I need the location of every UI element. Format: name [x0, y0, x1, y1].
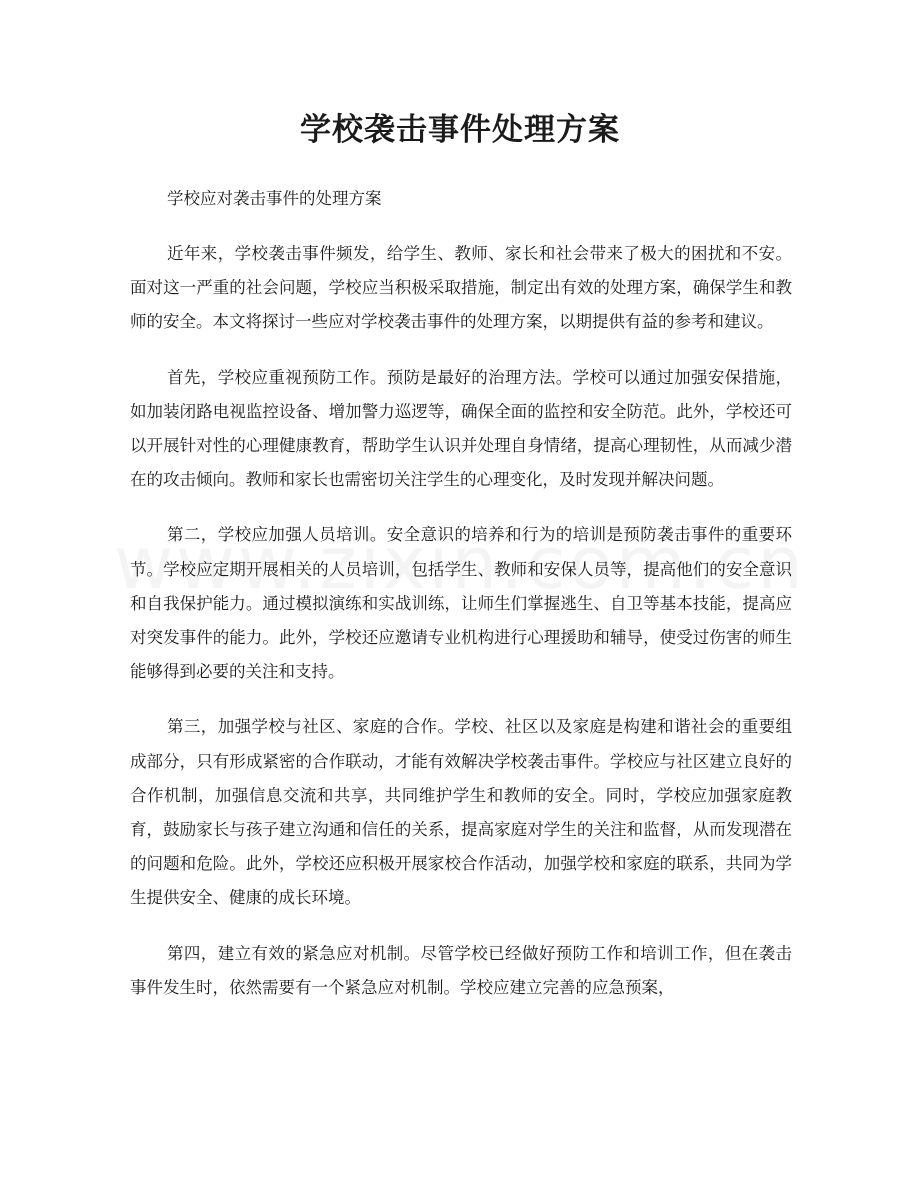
paragraph-training: 第二，学校应加强人员培训。安全意识的培养和行为的培训是预防袭击事件的重要环节。学校应定期开展相关的人员培训，包括学生、教师和安保人员等，提高他们的安全意识和自我保护能力。通过模拟演练和实战训练，让师生们掌握逃生、自卫等基本技能，提高应对突发事件的能力。此外，学校还应邀请专业机构进行心理援助和辅导，使受过伤害的师生能够得到必要的关注和支持。 — [130, 525, 792, 682]
document-title: 学校袭击事件处理方案 — [300, 112, 620, 148]
paragraph-prevention: 首先，学校应重视预防工作。预防是最好的治理方法。学校可以通过加强安保措施，如加装闭路电视监控设备、增加警力巡逻等，确保全面的监控和安全防范。此外，学校还可以开展针对性的心理健康教育，帮助学生认识并处理自身情绪，提高心理韧性，从而减少潜在的攻击倾向。教师和家长也需密切关注学生的心理变化，及时发现并解决问题。 — [130, 367, 792, 490]
paragraph-emergency: 第四，建立有效的紧急应对机制。尽管学校已经做好预防工作和培训工作，但在袭击事件发生时，依然需要有一个紧急应对机制。学校应建立完善的应急预案， — [130, 943, 792, 997]
document-subtitle: 学校应对袭击事件的处理方案 — [167, 189, 382, 208]
paragraph-cooperation: 第三，加强学校与社区、家庭的合作。学校、社区以及家庭是构建和谐社会的重要组成部分，只有形成紧密的合作联动，才能有效解决学校袭击事件。学校应与社区建立良好的合作机制，加强信息交流和共享，共同维护学生和教师的安全。同时，学校应加强家庭教育，鼓励家长与孩子建立沟通和信任的关系，提高家庭对学生的关注和监督，从而发现潜在的问题和危险。此外，学校还应积极开展家校合作活动，加强学校和家庭的联系，共同为学生提供安全、健康的成长环境。 — [130, 717, 792, 908]
paragraph-intro: 近年来，学校袭击事件频发，给学生、教师、家长和社会带来了极大的困扰和不安。面对这一严重的社会问题，学校应当积极采取措施，制定出有效的处理方案，确保学生和教师的安全。本文将探讨一些应对学校袭击事件的处理方案，以期提供有益的参考和建议。 — [130, 244, 792, 332]
document-body — [130, 182, 792, 1026]
